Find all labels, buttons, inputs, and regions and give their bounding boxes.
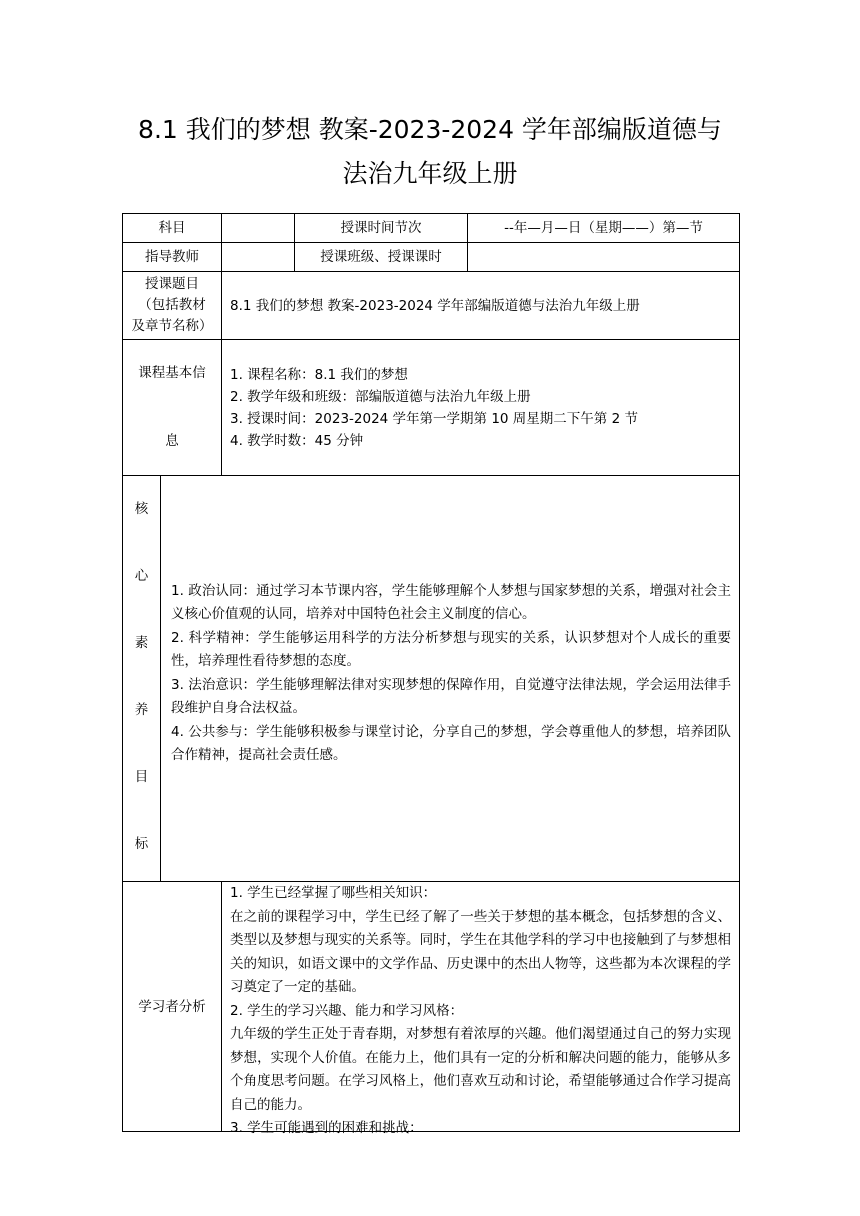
subject-label: 科目 (123, 214, 222, 243)
core-label-char: 养 (134, 702, 149, 718)
core-label-char: 核 (134, 501, 149, 517)
title-line-2: 法治九年级上册 (342, 159, 518, 188)
core-goal-item: 3. 法治意识：学生能够理解法律对实现梦想的保障作用，自觉遵守法律法规，学会运用法律手段维护自身合法权益。 (171, 676, 731, 716)
learner-analysis-content (222, 882, 740, 1136)
basic-info-item: 1. 课程名称：8.1 我们的梦想 (230, 366, 408, 383)
topic-label-line-1: 授课题目 (145, 276, 199, 292)
learner-paragraph: 九年级的学生正处于青春期，对梦想有着浓厚的兴趣。他们渴望通过自己的努力实现梦想，实现个人价值。在能力上，他们具有一定的分析和解决问题的能力，能够从多个角度思考问题。在学习风格上，他们喜欢互动和讨论，希望能够通过合作学习提高自己的能力。 (230, 1026, 731, 1113)
document-title (100, 108, 760, 196)
title-line-1: 8.1 我们的梦想 教案-2023-2024 学年部编版道德与 (138, 115, 722, 144)
basic-info-item: 3. 授课时间：2023-2024 学年第一学期第 10 周星期二下午第 2 节 (230, 410, 638, 427)
basic-info-label-line-1: 课程基本信 (138, 365, 206, 381)
learner-paragraph: 1. 学生已经掌握了哪些相关知识： (230, 885, 437, 901)
teacher-label: 指导教师 (123, 243, 222, 272)
core-literacy-label (123, 476, 161, 882)
core-label-char: 标 (134, 836, 149, 852)
learner-analysis-label: 学习者分析 (123, 882, 222, 1132)
teacher-value (222, 243, 295, 272)
basic-info-list (222, 340, 740, 476)
topic-label (123, 272, 222, 340)
topic-label-line-2: （包括教材 (138, 297, 206, 313)
subject-value (222, 214, 295, 243)
time-value: --年—月—日（星期——）第—节 (468, 214, 740, 243)
core-label-char: 目 (134, 769, 149, 785)
core-goal-item: 4. 公共参与：学生能够积极参与课堂讨论，分享自己的梦想，学会尊重他人的梦想，培养团队合作精神，提高社会责任感。 (171, 723, 731, 763)
learner-paragraph: 2. 学生的学习兴趣、能力和学习风格： (230, 1002, 464, 1019)
basic-info-label (123, 340, 222, 476)
learner-paragraph: 3. 学生可能遇到的困难和挑战： (230, 1120, 423, 1136)
learner-paragraph: 在之前的课程学习中，学生已经了解了一些关于梦想的基本概念，包括梦想的含义、类型以及梦想与现实的关系等。同时，学生在其他学科的学习中也接触到了与梦想相关的知识，如语文课中的文学作品、历史课中的杰出人物等，这些都为本次课程的学习奠定了一定的基础。 (230, 908, 731, 995)
basic-info-item: 4. 教学时数：45 分钟 (230, 432, 364, 449)
basic-info-label-line-2: 息 (165, 433, 179, 449)
class-value (468, 243, 740, 272)
core-label-char: 心 (134, 568, 149, 584)
lesson-plan-table (122, 213, 740, 1136)
topic-value: 8.1 我们的梦想 教案-2023-2024 学年部编版道德与法治九年级上册 (222, 272, 740, 340)
time-label: 授课时间节次 (295, 214, 468, 243)
core-goal-item: 2. 科学精神：学生能够运用科学的方法分析梦想与现实的关系，认识梦想对个人成长的重要性，培养理性看待梦想的态度。 (171, 629, 731, 669)
topic-label-line-3: 及章节名称） (131, 318, 213, 334)
core-goal-item: 1. 政治认同：通过学习本节课内容，学生能够理解个人梦想与国家梦想的关系，增强对社会主义核心价值观的认同，培养对中国特色社会主义制度的信心。 (171, 582, 731, 622)
core-literacy-goals (161, 476, 740, 882)
basic-info-item: 2. 教学年级和班级：部编版道德与法治九年级上册 (230, 388, 531, 405)
core-label-char: 素 (134, 635, 149, 651)
class-label: 授课班级、授课课时 (295, 243, 468, 272)
